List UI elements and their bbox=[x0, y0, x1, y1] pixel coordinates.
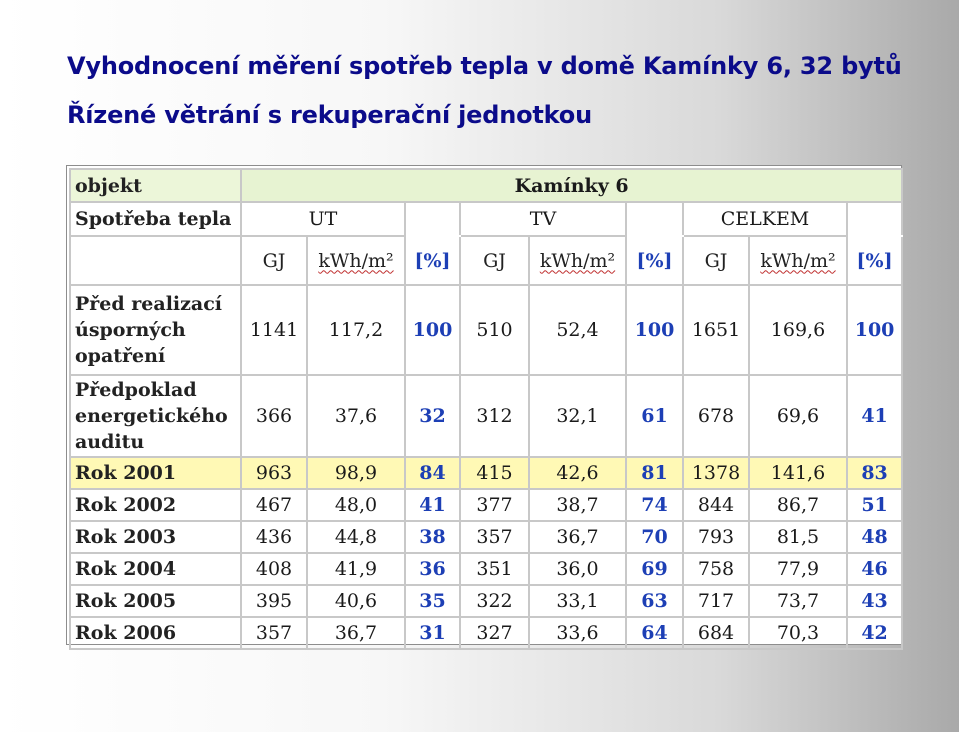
cell-percent: 36 bbox=[405, 553, 460, 585]
group-header-tv: TV bbox=[460, 202, 626, 236]
cell-percent: 42 bbox=[847, 617, 902, 649]
cell-value: 73,7 bbox=[749, 585, 847, 617]
cell-value: 758 bbox=[683, 553, 749, 585]
cell-value: 415 bbox=[460, 457, 529, 489]
cell-percent: 84 bbox=[405, 457, 460, 489]
table-row bbox=[70, 585, 902, 617]
row-label: Rok 2002 bbox=[70, 489, 241, 521]
cell-percent: 81 bbox=[626, 457, 683, 489]
cell-percent: 83 bbox=[847, 457, 902, 489]
cell-value: 327 bbox=[460, 617, 529, 649]
cell-value: 1651 bbox=[683, 285, 749, 375]
cell-percent: 38 bbox=[405, 521, 460, 553]
table-header-object-row bbox=[70, 169, 902, 202]
cell-value: 436 bbox=[241, 521, 307, 553]
cell-value: 717 bbox=[683, 585, 749, 617]
row-label: Rok 2005 bbox=[70, 585, 241, 617]
unit-header-text: kWh/m² bbox=[760, 249, 836, 272]
cell-value: 793 bbox=[683, 521, 749, 553]
cell-value: 40,6 bbox=[307, 585, 405, 617]
cell-value: 86,7 bbox=[749, 489, 847, 521]
unit-header: [%] bbox=[405, 236, 460, 285]
table-row-highlighted bbox=[70, 457, 902, 489]
cell-value: 510 bbox=[460, 285, 529, 375]
page-title: Vyhodnocení měření spotřeb tepla v domě Kamínky 6, 32 bytů bbox=[67, 52, 902, 80]
cell-value: 322 bbox=[460, 585, 529, 617]
cell-value: 48,0 bbox=[307, 489, 405, 521]
object-name: Kamínky 6 bbox=[241, 169, 902, 202]
cell-percent: 48 bbox=[847, 521, 902, 553]
cell-value: 98,9 bbox=[307, 457, 405, 489]
cell-percent: 41 bbox=[847, 375, 902, 457]
cell-percent: 69 bbox=[626, 553, 683, 585]
cell-percent: 35 bbox=[405, 585, 460, 617]
cell-value: 36,0 bbox=[529, 553, 626, 585]
group-header-ut: UT bbox=[241, 202, 405, 236]
cell-value: 42,6 bbox=[529, 457, 626, 489]
unit-header-text: kWh/m² bbox=[318, 249, 394, 272]
cell-percent: 31 bbox=[405, 617, 460, 649]
cell-percent: 74 bbox=[626, 489, 683, 521]
cell-value: 357 bbox=[241, 617, 307, 649]
unit-row-empty bbox=[70, 236, 241, 285]
row-label: Před realizací úsporných opatření bbox=[70, 285, 241, 375]
cell-value: 37,6 bbox=[307, 375, 405, 457]
group-header-spacer bbox=[405, 202, 460, 236]
table-row bbox=[70, 553, 902, 585]
cell-value: 117,2 bbox=[307, 285, 405, 375]
cell-value: 467 bbox=[241, 489, 307, 521]
table-row bbox=[70, 521, 902, 553]
cell-value: 684 bbox=[683, 617, 749, 649]
cell-percent: 43 bbox=[847, 585, 902, 617]
cell-value: 377 bbox=[460, 489, 529, 521]
cell-value: 357 bbox=[460, 521, 529, 553]
cell-value: 70,3 bbox=[749, 617, 847, 649]
cell-value: 395 bbox=[241, 585, 307, 617]
row-label: Rok 2003 bbox=[70, 521, 241, 553]
cell-value: 69,6 bbox=[749, 375, 847, 457]
group-header-celkem: CELKEM bbox=[683, 202, 847, 236]
cell-value: 36,7 bbox=[307, 617, 405, 649]
cell-value: 351 bbox=[460, 553, 529, 585]
cell-value: 52,4 bbox=[529, 285, 626, 375]
group-header-spacer bbox=[847, 202, 902, 236]
corner-label: objekt bbox=[70, 169, 241, 202]
cell-value: 141,6 bbox=[749, 457, 847, 489]
table-row bbox=[70, 489, 902, 521]
cell-percent: 100 bbox=[626, 285, 683, 375]
row-label: Předpoklad energetického auditu bbox=[70, 375, 241, 457]
page-subtitle: Řízené větrání s rekuperační jednotkou bbox=[67, 101, 592, 129]
cell-percent: 100 bbox=[847, 285, 902, 375]
unit-header bbox=[749, 236, 847, 285]
unit-header: [%] bbox=[626, 236, 683, 285]
cell-percent: 41 bbox=[405, 489, 460, 521]
cell-value: 32,1 bbox=[529, 375, 626, 457]
heat-consumption-table-panel bbox=[66, 165, 902, 645]
unit-header: GJ bbox=[241, 236, 307, 285]
heat-consumption-table bbox=[69, 168, 903, 650]
cell-percent: 63 bbox=[626, 585, 683, 617]
row-label: Rok 2004 bbox=[70, 553, 241, 585]
cell-value: 38,7 bbox=[529, 489, 626, 521]
cell-percent: 100 bbox=[405, 285, 460, 375]
cell-value: 44,8 bbox=[307, 521, 405, 553]
unit-header: GJ bbox=[460, 236, 529, 285]
cell-value: 678 bbox=[683, 375, 749, 457]
table-header-unit-row bbox=[70, 236, 902, 285]
unit-header: [%] bbox=[847, 236, 902, 285]
row-label: Rok 2001 bbox=[70, 457, 241, 489]
cell-value: 1378 bbox=[683, 457, 749, 489]
table-header-group-row bbox=[70, 202, 902, 236]
cell-value: 844 bbox=[683, 489, 749, 521]
cell-percent: 70 bbox=[626, 521, 683, 553]
cell-value: 169,6 bbox=[749, 285, 847, 375]
cell-value: 366 bbox=[241, 375, 307, 457]
cell-value: 963 bbox=[241, 457, 307, 489]
cell-value: 33,6 bbox=[529, 617, 626, 649]
unit-header bbox=[529, 236, 626, 285]
table-row bbox=[70, 375, 902, 457]
cell-value: 77,9 bbox=[749, 553, 847, 585]
unit-header-text: kWh/m² bbox=[539, 249, 616, 272]
cell-percent: 61 bbox=[626, 375, 683, 457]
unit-header: GJ bbox=[683, 236, 749, 285]
unit-header bbox=[307, 236, 405, 285]
cell-percent: 51 bbox=[847, 489, 902, 521]
cell-value: 81,5 bbox=[749, 521, 847, 553]
cell-value: 36,7 bbox=[529, 521, 626, 553]
cell-value: 408 bbox=[241, 553, 307, 585]
cell-value: 33,1 bbox=[529, 585, 626, 617]
row-label: Rok 2006 bbox=[70, 617, 241, 649]
cell-percent: 32 bbox=[405, 375, 460, 457]
table-row bbox=[70, 285, 902, 375]
row-header-label: Spotřeba tepla bbox=[70, 202, 241, 236]
cell-value: 1141 bbox=[241, 285, 307, 375]
cell-percent: 46 bbox=[847, 553, 902, 585]
table-row bbox=[70, 617, 902, 649]
cell-value: 312 bbox=[460, 375, 529, 457]
group-header-spacer bbox=[626, 202, 683, 236]
cell-percent: 64 bbox=[626, 617, 683, 649]
cell-value: 41,9 bbox=[307, 553, 405, 585]
